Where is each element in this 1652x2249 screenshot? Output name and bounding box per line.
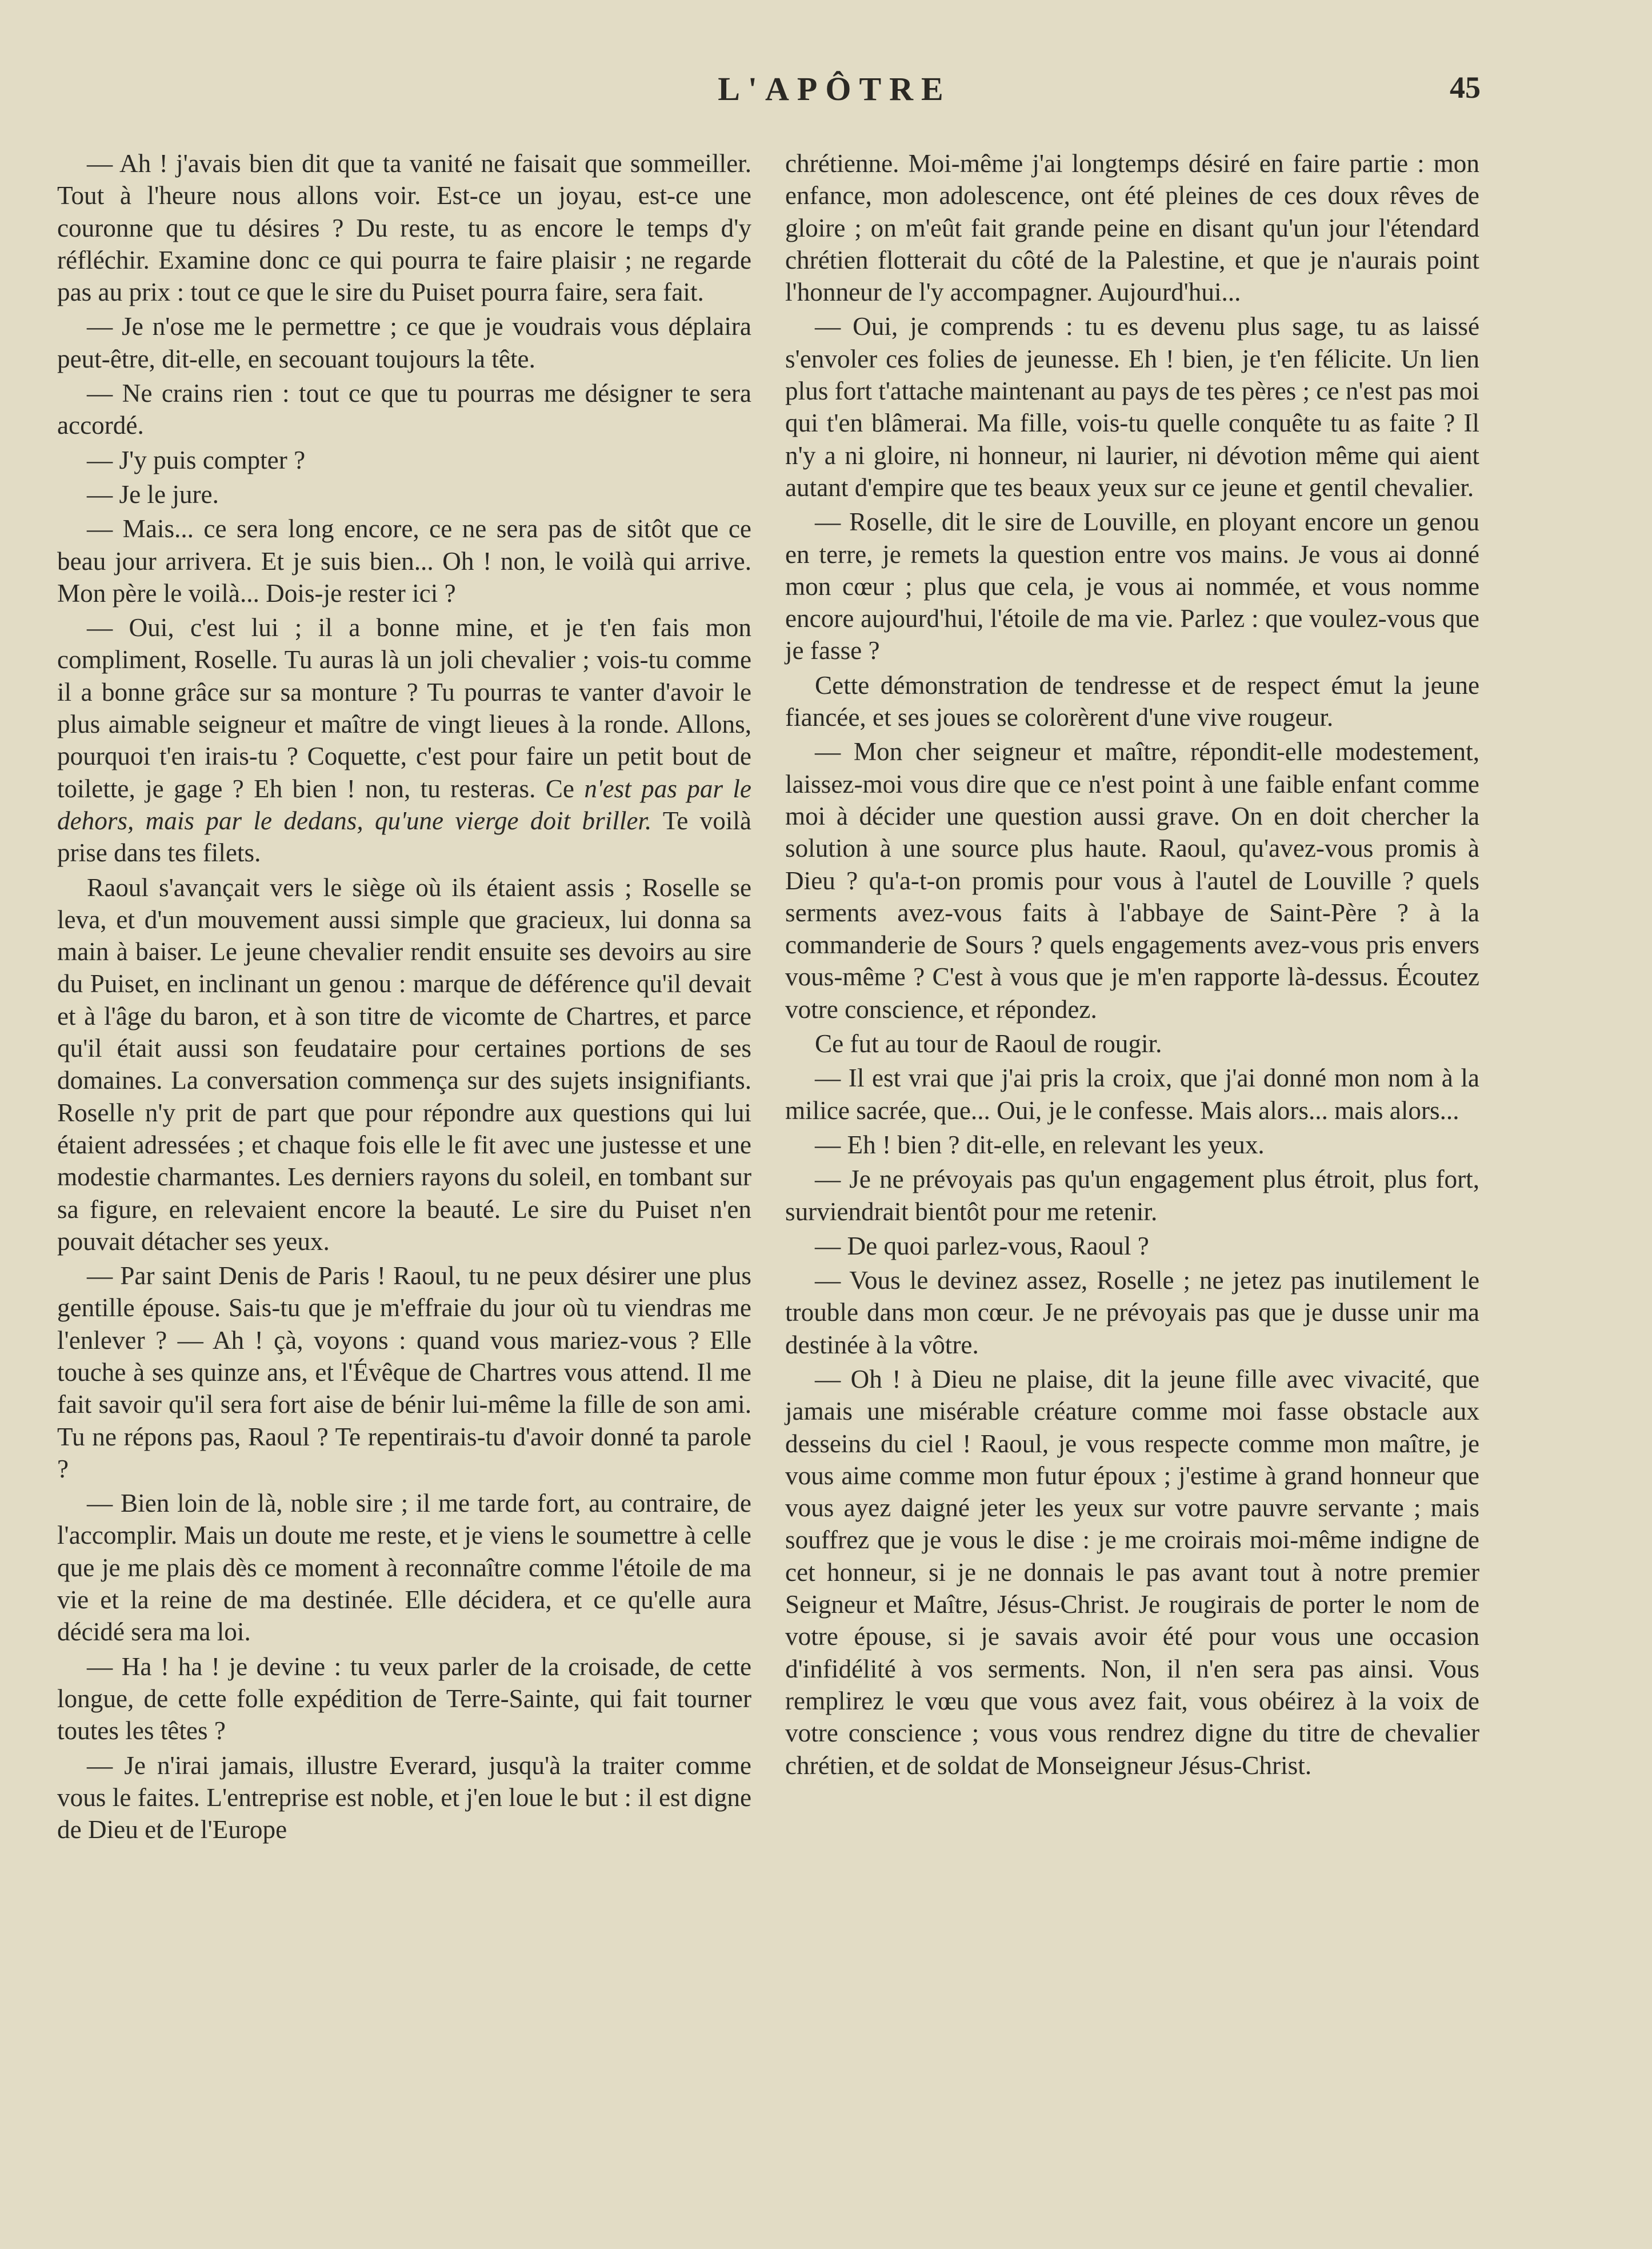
paragraph: Raoul s'avançait vers le siège où ils étaient assis ; Roselle se leva, et d'un mouvement aussi simple que gracieux, lui donna sa main à baiser. Le jeune chevalier rendit ensuite ses devoirs au sire du Puiset, en inclinant un genou : marque de déférence qu'il devait et à l'âge du baron, et à son titre de vicomte de Chartres, et parce qu'il était aussi son feudataire pour certaines portions de ses domaines. La conversation commença sur des sujets insignifiants. Roselle n'y prit de part que pour répondre aux questions qui lui étaient adressées ; et chaque fois elle le fit avec une justesse et une modestie charmantes. Les derniers rayons du soleil, en tombant sur sa figure, en relevaient encore la beauté. Le sire du Puiset n'en pouvait détacher ses yeux. bbox=[57, 873, 751, 1256]
italic-quote: n'est pas par le dehors, mais par le dedans, qu'une vierge doit briller. bbox=[57, 774, 751, 835]
paragraph: — Je ne prévoyais pas qu'un engagement plus étroit, plus fort, surviendrait bientôt pour me retenir. bbox=[785, 1165, 1479, 1226]
paragraph: — Eh ! bien ? dit-elle, en relevant les yeux. bbox=[815, 1130, 1265, 1159]
paragraph: Ce fut au tour de Raoul de rougir. bbox=[815, 1029, 1162, 1058]
paragraph: — J'y puis compter ? bbox=[87, 445, 306, 474]
right-column bbox=[785, 147, 1479, 1784]
paragraph: — Par saint Denis de Paris ! Raoul, tu ne peux désirer une plus gentille épouse. Sais-tu que je m'effraie du jour où tu viendras me l'enlever ? — Ah ! çà, voyons : quand vous mariez-vous ? Elle touche à ses quinze ans, et l'Évêque de Chartres vous attend. Il me fait savoir qu'il sera fort aise de bénir lui-même la fille de son ami. Tu ne répons pas, Raoul ? Te repentirais-tu d'avoir donné ta parole ? bbox=[57, 1261, 751, 1483]
paragraph: — De quoi parlez-vous, Raoul ? bbox=[815, 1231, 1149, 1260]
paragraph bbox=[57, 612, 751, 869]
paragraph-continued: chrétienne. Moi-même j'ai longtemps désiré en faire partie : mon enfance, mon adolescence, ont été pleines de ces doux rêves de gloire ; on m'eût fait grande peine en disant qu'un jour l'étendard chrétien flotterait du côté de la Palestine, et que je n'aurais point l'honneur de l'y accompagner. Aujourd'hui... bbox=[785, 149, 1479, 307]
left-column bbox=[57, 147, 751, 1848]
paragraph: — Il est vrai que j'ai pris la croix, que j'ai donné mon nom à la milice sacrée, que... Oui, je le confesse. Mais alors... mais alors... bbox=[785, 1064, 1479, 1125]
paragraph: — Vous le devinez assez, Roselle ; ne jetez pas inutilement le trouble dans mon cœur. Je ne prévoyais pas que je dusse unir ma destinée à la vôtre. bbox=[785, 1266, 1479, 1359]
paragraph: — Oui, je comprends : tu es devenu plus sage, tu as laissé s'envoler ces folies de jeunesse. Eh ! bien, je t'en félicite. Un lien plus fort t'attache maintenant au pays de tes pères ; ce n'est pas moi qui t'en blâmerai. Ma fille, vois-tu quelle conquête tu as faite ? Il n'y a ni gloire, ni honneur, ni laurier, ni dévotion même qui aient autant d'empire que tes beaux yeux sur ce jeune et gentil chevalier. bbox=[785, 312, 1479, 502]
paragraph: — Ah ! j'avais bien dit que ta vanité ne faisait que sommeiller. Tout à l'heure nous allons voir. Est-ce un joyau, est-ce une couronne que tu désires ? Du reste, tu as encore le temps d'y réfléchir. Examine donc ce qui pourra te faire plaisir ; ne regarde pas au prix : tout ce que le sire du Puiset pourra faire, sera fait. bbox=[57, 149, 751, 307]
paragraph: — Je n'irai jamais, illustre Everard, jusqu'à la traiter comme vous le faites. L'entreprise est noble, et j'en loue le but : il est digne de Dieu et de l'Europe bbox=[57, 1751, 751, 1844]
paragraph: — Ha ! ha ! je devine : tu veux parler de la croisade, de cette longue, de cette folle expédition de Terre-Sainte, qui fait tourner toutes les têtes ? bbox=[57, 1652, 751, 1745]
paragraph: — Je n'ose me le permettre ; ce que je voudrais vous déplaira peut-être, dit-elle, en secouant toujours la tête. bbox=[57, 312, 751, 373]
running-title: L'APÔTRE bbox=[718, 70, 951, 107]
paragraph: — Oh ! à Dieu ne plaise, dit la jeune fille avec vivacité, que jamais une misérable créature comme moi fasse obstacle aux desseins du ciel ! Raoul, je vous respecte comme mon maître, je vous aime comme mon futur époux ; j'estime à grand honneur que vous ayez daigné jeter les yeux sur votre pauvre servante ; mais souffrez que je vous le dise : je me croirais moi-même indigne de cet honneur, si je ne donnais le pas avant tout à notre premier Seigneur et Maître, Jésus-Christ. Je rougirais de porter le nom de votre épouse, si je savais avoir été pour vous une occasion d'infidélité à vos serments. Non, il n'en sera pas ainsi. Vous remplirez le vœu que vous avez fait, vous obéirez à la voix de votre conscience ; vous vous rendrez digne du titre de chevalier chrétien, et de soldat de Monseigneur Jésus-Christ. bbox=[785, 1364, 1479, 1780]
paragraph-tail: Te voilà prise dans tes filets. bbox=[57, 806, 751, 868]
paragraph-text: — Oui, c'est lui ; il a bonne mine, et je t'en fais mon compliment, Roselle. Tu auras là un joli chevalier ; vois-tu comme il a bonne grâce sur sa monture ? Tu pourras te vanter d'avoir le plus aimable seigneur et maître de vingt lieues à la ronde. Allons, pourquoi t'en irais-tu ? Coquette, c'est pour faire un petit bout de toilette, je gage ? Eh bien ! non, tu resteras. Ce bbox=[57, 613, 751, 803]
paragraph: — Ne crains rien : tout ce que tu pourras me désigner te sera accordé. bbox=[57, 379, 751, 440]
paragraph: — Je le jure. bbox=[87, 480, 219, 509]
paragraph: — Mon cher seigneur et maître, répondit-elle modestement, laissez-moi vous dire que ce n'est point à une faible enfant comme moi à décider une question aussi grave. On en doit chercher la solution à une source plus haute. Raoul, qu'avez-vous promis à Dieu ? qu'a-t-on promis pour vous à l'autel de Louville ? quels serments avez-vous faits à l'abbaye de Saint-Père ? à la commanderie de Sours ? quels engagements avez-vous pris envers vous-même ? C'est à vous que je m'en rapporte là-dessus. Écoutez votre conscience, et répondez. bbox=[785, 737, 1479, 1024]
page-header bbox=[0, 64, 1652, 115]
page-number: 45 bbox=[1450, 70, 1481, 105]
paragraph: — Roselle, dit le sire de Louville, en ployant encore un genou en terre, je remets la question entre vos mains. Je vous ai donné mon cœur ; plus que cela, je vous ai nommée, et vous nomme encore aujourd'hui, l'étoile de ma vie. Parlez : que voulez-vous que je fasse ? bbox=[785, 508, 1479, 665]
paragraph: Cette démonstration de tendresse et de respect émut la jeune fiancée, et ses joues se colorèrent d'une vive rougeur. bbox=[785, 670, 1479, 732]
paragraph: — Bien loin de là, noble sire ; il me tarde fort, au contraire, de l'accomplir. Mais un doute me reste, et je viens le soumettre à celle que je me plais dès ce moment à reconnaître comme l'étoile de ma vie et la reine de ma destinée. Elle décidera, et ce qu'elle aura décidé sera ma loi. bbox=[57, 1489, 751, 1647]
paragraph: — Mais... ce sera long encore, ce ne sera pas de sitôt que ce beau jour arrivera. Et je suis bien... Oh ! non, le voilà qui arrive. Mon père le voilà... Dois-je rester ici ? bbox=[57, 514, 751, 608]
